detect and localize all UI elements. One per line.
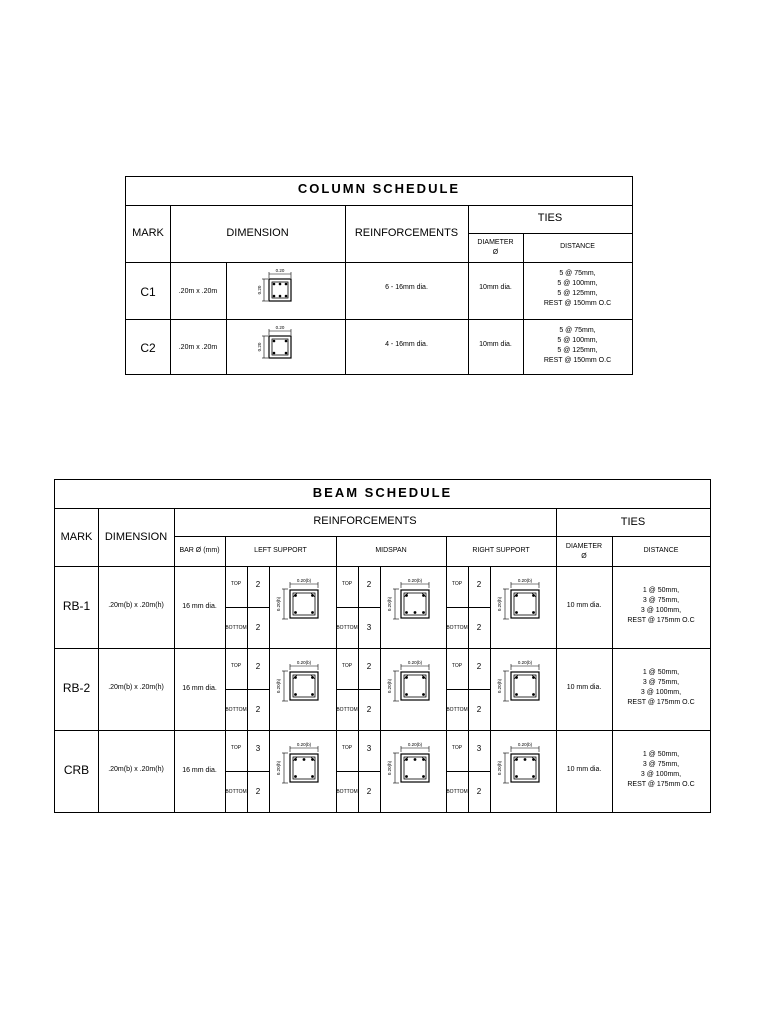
row-dimension: .20m(b) x .20m(h)	[108, 684, 164, 691]
top-bar-count: 2	[476, 662, 482, 671]
header-left-support: LEFT SUPPORT	[254, 547, 307, 554]
header-diameter: DIAMETER Ø	[565, 543, 603, 560]
width-label: 0.20(b)	[296, 578, 312, 583]
bottom-label: BOTTOM	[446, 625, 468, 631]
column-schedule-table	[125, 176, 633, 375]
bottom-bar-count: 2	[476, 623, 482, 632]
bottom-label: BOTTOM	[336, 625, 358, 631]
header-distance: DISTANCE	[643, 547, 679, 554]
height-label: 0.20(h)	[497, 678, 502, 694]
top-label: TOP	[230, 663, 242, 669]
bottom-bar-count: 2	[255, 705, 261, 714]
row-mark: CRB	[63, 763, 90, 777]
width-label: 0.20(b)	[517, 660, 533, 665]
height-label: 0.20	[257, 342, 262, 352]
header-ties: TIES	[537, 212, 563, 224]
header-diameter: DIAMETER Ø	[477, 239, 514, 256]
header-dimension: DIMENSION	[226, 227, 289, 239]
width-label: 0.20(b)	[517, 578, 533, 583]
top-bar-count: 3	[366, 744, 372, 753]
row-mark: RB-2	[62, 681, 91, 695]
row-mark: C1	[140, 285, 156, 299]
top-bar-count: 2	[476, 580, 482, 589]
height-label: 0.20(h)	[276, 678, 281, 694]
header-distance: DISTANCE	[560, 243, 595, 250]
bottom-bar-count: 2	[476, 705, 482, 714]
top-bar-count: 2	[255, 580, 261, 589]
header-bar: BAR Ø (mm)	[179, 547, 220, 554]
width-label: 0.20(b)	[407, 578, 423, 583]
row-diameter: 10mm dia.	[479, 341, 512, 348]
top-bar-count: 2	[366, 580, 372, 589]
row-dimension: .20m x .20m	[178, 344, 218, 351]
row-diameter: 10 mm dia.	[566, 602, 602, 609]
row-distance: 5 @ 75mm, 5 @ 100mm, 5 @ 125mm, REST @ 150mm O.C	[543, 327, 612, 364]
row-dimension: .20m(b) x .20m(h)	[108, 766, 164, 773]
header-mark: MARK	[132, 227, 164, 239]
bottom-bar-count: 2	[255, 623, 261, 632]
top-label: TOP	[230, 745, 242, 751]
top-label: TOP	[451, 745, 463, 751]
bottom-label: BOTTOM	[336, 707, 358, 713]
bottom-label: BOTTOM	[225, 625, 247, 631]
top-label: TOP	[230, 581, 242, 587]
top-bar-count: 2	[255, 662, 261, 671]
height-label: 0.20(h)	[497, 760, 502, 776]
top-bar-count: 3	[255, 744, 261, 753]
row-bar: 16 mm dia.	[182, 603, 217, 610]
height-label: 0.20(h)	[387, 596, 392, 612]
height-label: 0.20(h)	[387, 678, 392, 694]
row-diameter: 10 mm dia.	[566, 766, 602, 773]
top-label: TOP	[341, 745, 353, 751]
column-section-c2-icon	[258, 325, 298, 365]
width-label: 0.20(b)	[517, 742, 533, 747]
top-bar-count: 2	[366, 662, 372, 671]
row-dimension: .20m x .20m	[178, 288, 218, 295]
column-schedule-title: COLUMN SCHEDULE	[297, 181, 461, 196]
bottom-label: BOTTOM	[225, 707, 247, 713]
column-section-c1-icon	[258, 268, 298, 308]
row-reinforcements: 6 - 16mm dia.	[385, 284, 428, 291]
row-distance: 1 @ 50mm, 3 @ 75mm, 3 @ 100mm, REST @ 175mm O.C	[627, 587, 695, 624]
row-distance: 5 @ 75mm, 5 @ 100mm, 5 @ 125mm, REST @ 150mm O.C	[543, 270, 612, 307]
beam-section-icon	[387, 742, 437, 788]
top-label: TOP	[451, 581, 463, 587]
width-label: 0.20(b)	[296, 660, 312, 665]
top-label: TOP	[341, 663, 353, 669]
width-label: 0.20(b)	[407, 742, 423, 747]
beam-schedule-title: BEAM SCHEDULE	[312, 485, 453, 500]
row-dimension: .20m(b) x .20m(h)	[108, 602, 164, 609]
top-label: TOP	[341, 581, 353, 587]
width-label: 0.20(b)	[296, 742, 312, 747]
beam-section-icon	[276, 578, 326, 624]
row-reinforcements: 4 - 16mm dia.	[385, 341, 428, 348]
header-right-support: RIGHT SUPPORT	[472, 547, 530, 554]
header-dimension: DIMENSION	[104, 531, 168, 543]
width-label: 0.20(b)	[407, 660, 423, 665]
bottom-bar-count: 2	[476, 787, 482, 796]
width-label: 0.20	[275, 325, 285, 330]
bottom-label: BOTTOM	[225, 789, 247, 795]
bottom-bar-count: 2	[366, 705, 372, 714]
header-ties: TIES	[620, 516, 646, 528]
header-reinforcements: REINFORCEMENTS	[354, 227, 459, 239]
beam-section-icon	[276, 742, 326, 788]
row-distance: 1 @ 50mm, 3 @ 75mm, 3 @ 100mm, REST @ 175mm O.C	[627, 751, 695, 788]
row-diameter: 10 mm dia.	[566, 684, 602, 691]
header-midspan: MIDSPAN	[375, 547, 407, 554]
height-label: 0.20(h)	[497, 596, 502, 612]
bottom-label: BOTTOM	[336, 789, 358, 795]
row-bar: 16 mm dia.	[182, 685, 217, 692]
height-label: 0.20(h)	[276, 760, 281, 776]
beam-section-icon	[276, 660, 326, 706]
height-label: 0.20	[257, 285, 262, 295]
bottom-label: BOTTOM	[446, 707, 468, 713]
bottom-bar-count: 3	[366, 623, 372, 632]
row-bar: 16 mm dia.	[182, 767, 217, 774]
beam-section-icon	[497, 742, 547, 788]
top-bar-count: 3	[476, 744, 482, 753]
height-label: 0.20(h)	[387, 760, 392, 776]
row-mark: C2	[140, 341, 156, 355]
bottom-bar-count: 2	[366, 787, 372, 796]
beam-section-icon	[497, 660, 547, 706]
beam-schedule-table	[54, 479, 711, 813]
top-label: TOP	[451, 663, 463, 669]
bottom-bar-count: 2	[255, 787, 261, 796]
bottom-label: BOTTOM	[446, 789, 468, 795]
beam-section-icon	[497, 578, 547, 624]
height-label: 0.20(h)	[276, 596, 281, 612]
width-label: 0.20	[275, 268, 285, 273]
header-reinforcements: REINFORCEMENTS	[313, 515, 417, 527]
beam-section-icon	[387, 660, 437, 706]
row-diameter: 10mm dia.	[479, 284, 512, 291]
beam-section-icon	[387, 578, 437, 624]
row-mark: RB-1	[62, 599, 91, 613]
row-distance: 1 @ 50mm, 3 @ 75mm, 3 @ 100mm, REST @ 175mm O.C	[627, 669, 695, 706]
header-mark: MARK	[60, 531, 93, 543]
